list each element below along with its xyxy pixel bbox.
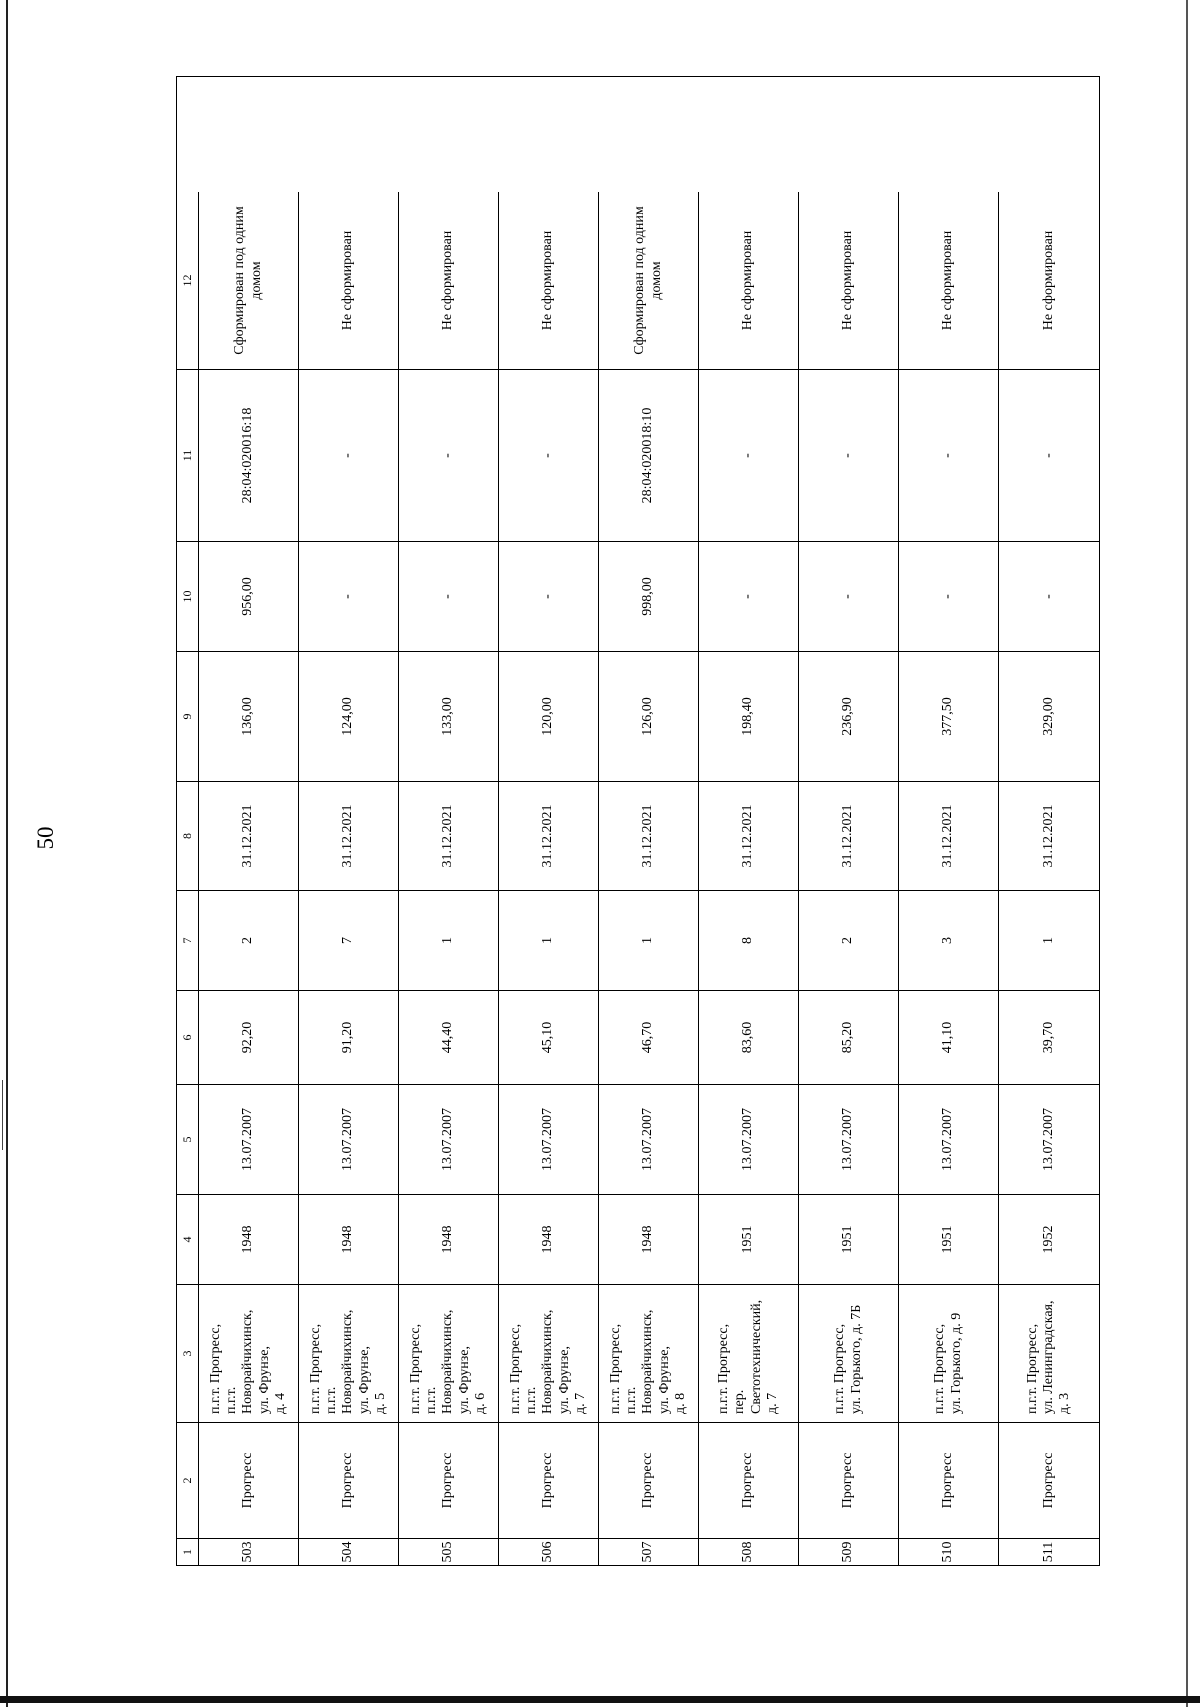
table-cell-col-4: 1948 (199, 1194, 299, 1284)
table-cell-col-6: 45,10 (499, 990, 599, 1084)
table-cell-col-3 (499, 1284, 599, 1422)
table-cell-col-7: 3 (899, 890, 999, 990)
scan-edge-left-mark (2, 1080, 3, 1150)
table-cell-col-10: - (899, 541, 999, 651)
table-cell-col-9: 377,50 (899, 651, 999, 781)
address-text: п.г.т. Прогресс, п.г.т. Новорайчихинск, ул. Фрунзе, д. 7 (508, 1309, 588, 1414)
table-cell-col-11: - (699, 369, 799, 541)
table-cell-col-1: 503 (199, 1538, 299, 1565)
table-cell-col-8: 31.12.2021 (399, 781, 499, 890)
table-cell-col-4: 1951 (899, 1194, 999, 1284)
table-cell-col-4: 1948 (399, 1194, 499, 1284)
table-cell-col-7: 2 (199, 890, 299, 990)
table-cell-col-1: 506 (499, 1538, 599, 1565)
table-cell-col-5: 13.07.2007 (199, 1084, 299, 1194)
address-text: п.г.т. Прогресс, пер. Светотехнический, д. 7 (716, 1299, 780, 1414)
table-cell-col-3 (599, 1284, 699, 1422)
table-cell-col-12: Не сформирован (499, 192, 599, 369)
column-header-10: 10 (177, 541, 199, 651)
table-cell-col-1: 505 (399, 1538, 499, 1565)
table-cell-col-8: 31.12.2021 (599, 781, 699, 890)
table-cell-col-3 (299, 1284, 399, 1422)
table-cell-col-11: - (299, 369, 399, 541)
address-text: п.г.т. Прогресс, ул. Горького, д. 7Б (832, 1304, 864, 1414)
table-cell-col-6: 41,10 (899, 990, 999, 1084)
table-cell-col-7: 1 (999, 890, 1099, 990)
table-cell-col-9: 198,40 (699, 651, 799, 781)
table-cell-col-5: 13.07.2007 (899, 1084, 999, 1194)
address-text: п.г.т. Прогресс, п.г.т. Новорайчихинск, ул. Фрунзе, д. 6 (408, 1309, 488, 1414)
table-cell-col-12: Не сформирован (299, 192, 399, 369)
table-cell-col-12: Сформирован под одним домом (599, 192, 699, 369)
column-header-1: 1 (177, 1538, 199, 1565)
table-cell-col-1: 504 (299, 1538, 399, 1565)
column-header-7: 7 (177, 890, 199, 990)
table-cell-col-5: 13.07.2007 (799, 1084, 899, 1194)
table-cell-col-5: 13.07.2007 (999, 1084, 1099, 1194)
table-cell-col-3 (899, 1284, 999, 1422)
column-header-12: 12 (177, 192, 199, 369)
table-cell-col-9: 236,90 (799, 651, 899, 781)
address-text: п.г.т. Прогресс, п.г.т. Новорайчихинск, ул. Фрунзе, д. 4 (208, 1309, 288, 1414)
address-text: п.г.т. Прогресс, п.г.т. Новорайчихинск, ул. Фрунзе, д. 8 (608, 1309, 688, 1414)
column-header-11: 11 (177, 369, 199, 541)
table-cell-col-2: Прогресс (699, 1422, 799, 1538)
column-header-4: 4 (177, 1194, 199, 1284)
table-cell-col-9: 126,00 (599, 651, 699, 781)
table-cell-col-7: 2 (799, 890, 899, 990)
table-cell-col-9: 136,00 (199, 651, 299, 781)
scan-edge-bottom (0, 1696, 1200, 1703)
table-cell-col-4: 1948 (599, 1194, 699, 1284)
table-cell-col-2: Прогресс (799, 1422, 899, 1538)
table-cell-col-7: 7 (299, 890, 399, 990)
table-cell-col-3 (399, 1284, 499, 1422)
table-cell-col-3 (799, 1284, 899, 1422)
address-text: п.г.т. Прогресс, ул. Горького, д. 9 (932, 1312, 964, 1414)
table-cell-col-7: 1 (399, 890, 499, 990)
table-cell-col-4: 1948 (299, 1194, 399, 1284)
table-cell-col-8: 31.12.2021 (699, 781, 799, 890)
table-cell-col-10: - (299, 541, 399, 651)
table-cell-col-8: 31.12.2021 (199, 781, 299, 890)
table-cell-col-11: - (399, 369, 499, 541)
table-cell-col-5: 13.07.2007 (499, 1084, 599, 1194)
table-cell-col-12: Не сформирован (899, 192, 999, 369)
table-cell-col-1: 509 (799, 1538, 899, 1565)
column-header-9: 9 (177, 651, 199, 781)
page-number: 50 (33, 826, 58, 850)
table-cell-col-11: - (799, 369, 899, 541)
table-cell-col-11: 28:04:020018:10 (599, 369, 699, 541)
table-cell-col-4: 1951 (799, 1194, 899, 1284)
table-cell-col-11: - (899, 369, 999, 541)
table-cell-col-12: Сформирован под одним домом (199, 192, 299, 369)
table-cell-col-6: 83,60 (699, 990, 799, 1084)
column-header-8: 8 (177, 781, 199, 890)
table-cell-col-6: 44,40 (399, 990, 499, 1084)
table-cell-col-10: - (399, 541, 499, 651)
table-cell-col-10: - (799, 541, 899, 651)
table-cell-col-4: 1951 (699, 1194, 799, 1284)
table-cell-col-7: 8 (699, 890, 799, 990)
table-cell-col-6: 91,20 (299, 990, 399, 1084)
table-cell-col-5: 13.07.2007 (399, 1084, 499, 1194)
table-cell-col-1: 510 (899, 1538, 999, 1565)
table-cell-col-8: 31.12.2021 (999, 781, 1099, 890)
table-cell-col-9: 120,00 (499, 651, 599, 781)
table-cell-col-8: 31.12.2021 (899, 781, 999, 890)
table-cell-col-1: 507 (599, 1538, 699, 1565)
table-cell-col-6: 39,70 (999, 990, 1099, 1084)
table-cell-col-2: Прогресс (999, 1422, 1099, 1538)
table-cell-col-2: Прогресс (899, 1422, 999, 1538)
table-cell-col-3 (999, 1284, 1099, 1422)
table-cell-col-10: - (999, 541, 1099, 651)
table-cell-col-11: - (499, 369, 599, 541)
table-cell-col-12: Не сформирован (699, 192, 799, 369)
table-cell-col-9: 329,00 (999, 651, 1099, 781)
table-cell-col-9: 124,00 (299, 651, 399, 781)
table-cell-col-3 (199, 1284, 299, 1422)
table-cell-col-1: 508 (699, 1538, 799, 1565)
table-cell-col-10: - (699, 541, 799, 651)
table-cell-col-5: 13.07.2007 (599, 1084, 699, 1194)
table-cell-col-1: 511 (999, 1538, 1099, 1565)
table-cell-col-10: 956,00 (199, 541, 299, 651)
table-cell-col-10: - (499, 541, 599, 651)
table-cell-col-2: Прогресс (299, 1422, 399, 1538)
table-cell-col-10: 998,00 (599, 541, 699, 651)
table-cell-col-2: Прогресс (599, 1422, 699, 1538)
table-cell-col-7: 1 (499, 890, 599, 990)
column-header-6: 6 (177, 990, 199, 1084)
table-cell-col-2: Прогресс (199, 1422, 299, 1538)
table-cell-col-12: Не сформирован (1040, 230, 1056, 331)
table-cell-col-6: 92,20 (199, 990, 299, 1084)
table-cell-col-11: - (999, 369, 1099, 541)
table-cell-col-8: 31.12.2021 (499, 781, 599, 890)
table-cell-col-5: 13.07.2007 (299, 1084, 399, 1194)
table-cell-col-12: Не сформирован (799, 192, 899, 369)
scan-edge-right (1186, 0, 1188, 1707)
table-cell-col-6: 85,20 (799, 990, 899, 1084)
column-header-2: 2 (177, 1422, 199, 1538)
table-cell-col-4: 1952 (999, 1194, 1099, 1284)
scan-edge-left (6, 0, 8, 1707)
table-cell-col-7: 1 (599, 890, 699, 990)
table-cell-col-6: 46,70 (599, 990, 699, 1084)
address-text: п.г.т. Прогресс, п.г.т. Новорайчихинск, ул. Фрунзе, д. 5 (308, 1309, 388, 1414)
table-cell-col-9: 133,00 (399, 651, 499, 781)
column-header-5: 5 (177, 1084, 199, 1194)
table-cell-col-8: 31.12.2021 (299, 781, 399, 890)
table-cell-col-12: Не сформирован (399, 192, 499, 369)
address-text: п.г.т. Прогресс, ул. Ленинградская, д. 3 (1024, 1300, 1073, 1414)
table-cell-col-2: Прогресс (399, 1422, 499, 1538)
table-cell-col-8: 31.12.2021 (799, 781, 899, 890)
table-cell-col-11: 28:04:020016:18 (199, 369, 299, 541)
table-cell-col-3 (699, 1284, 799, 1422)
table-cell-col-5: 13.07.2007 (699, 1084, 799, 1194)
housing-registry-table (176, 76, 1100, 1566)
table-cell-col-2: Прогресс (499, 1422, 599, 1538)
column-header-3: 3 (177, 1284, 199, 1422)
table-cell-col-4: 1948 (499, 1194, 599, 1284)
